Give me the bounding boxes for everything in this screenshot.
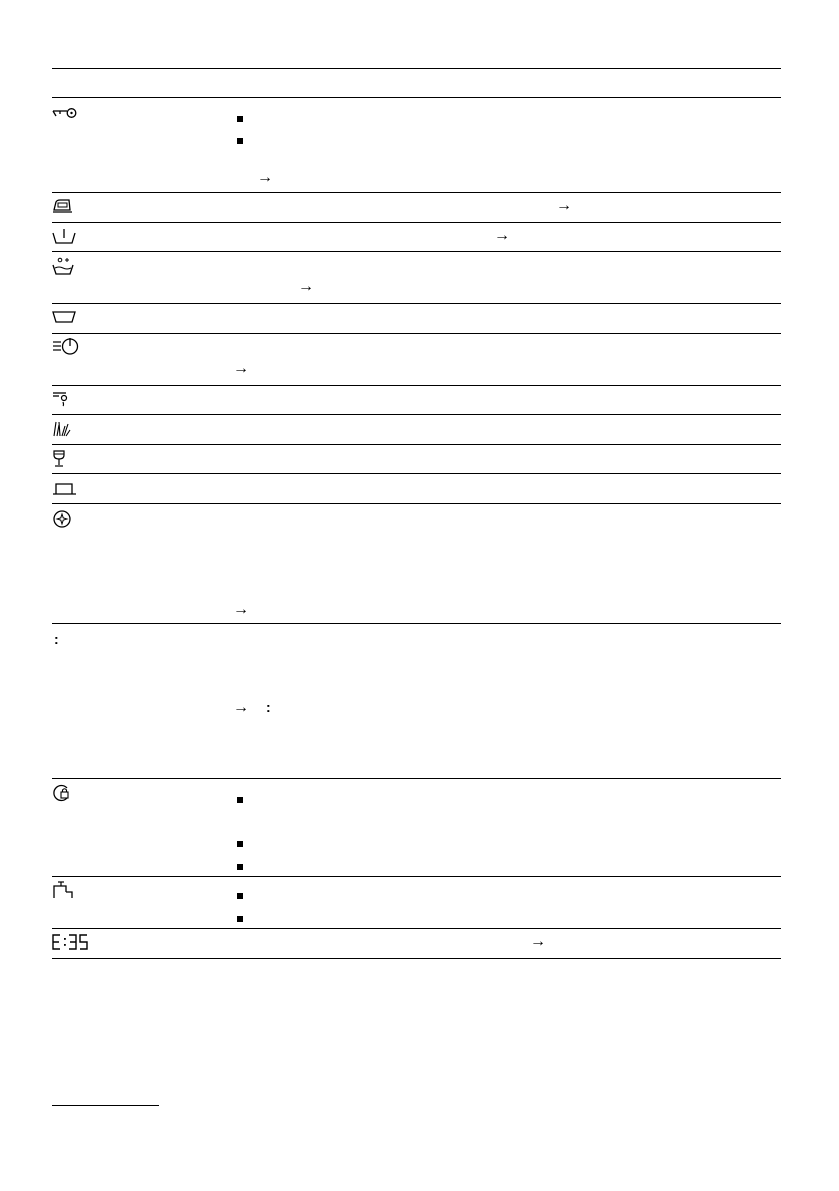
grass-icon: [52, 420, 88, 440]
table-row: [52, 473, 781, 503]
table-row: [52, 623, 781, 778]
arrow-marker: →: [556, 197, 572, 214]
key-icon: [52, 107, 88, 127]
tub-icon: [52, 311, 88, 331]
table-row: [52, 333, 781, 385]
table-top-rule: [52, 68, 781, 69]
table-row: [52, 503, 781, 623]
arrow-marker: →: [257, 169, 273, 186]
arrow-marker: →: [233, 699, 249, 716]
colon-symbol: :: [266, 699, 271, 715]
arrow-marker: →: [530, 933, 546, 950]
table-row: [52, 97, 781, 192]
arrow-marker: →: [298, 278, 314, 295]
bullet: [237, 132, 243, 146]
sparkle-clock-icon: [52, 509, 88, 529]
table-row: [52, 928, 781, 958]
tub-drops-icon: [52, 255, 88, 275]
bullet: [237, 791, 243, 805]
table-row: [52, 778, 781, 876]
bullet: [237, 110, 243, 124]
table-row: [52, 303, 781, 333]
tray-icon: [52, 482, 88, 502]
faucet-icon: [52, 881, 88, 901]
table-row: [52, 222, 781, 251]
wine-glass-icon: [52, 450, 88, 470]
arrow-marker: →: [233, 601, 249, 618]
table-row: [52, 444, 781, 473]
table-row: [52, 876, 781, 928]
tub-down-arrow-icon: [52, 228, 88, 248]
bullet: [237, 858, 243, 872]
bullet: [237, 835, 243, 849]
table-bottom-rule: [52, 958, 781, 959]
footnote-separator: [52, 1105, 159, 1106]
arrow-marker: →: [494, 227, 510, 244]
bullet: [237, 887, 243, 901]
child-lock-icon: [52, 784, 88, 804]
table-row: [52, 414, 781, 444]
arrow-marker: →: [233, 360, 249, 377]
table-row: [52, 192, 781, 222]
colon-icon: :: [54, 631, 59, 647]
iron-icon: [52, 199, 88, 219]
error-code-icon: [52, 934, 92, 954]
table-row: [52, 385, 781, 414]
table-row: [52, 251, 781, 303]
tap-drop-icon: [52, 391, 88, 411]
quick-timer-icon: [52, 337, 88, 357]
bullet: [237, 910, 243, 924]
